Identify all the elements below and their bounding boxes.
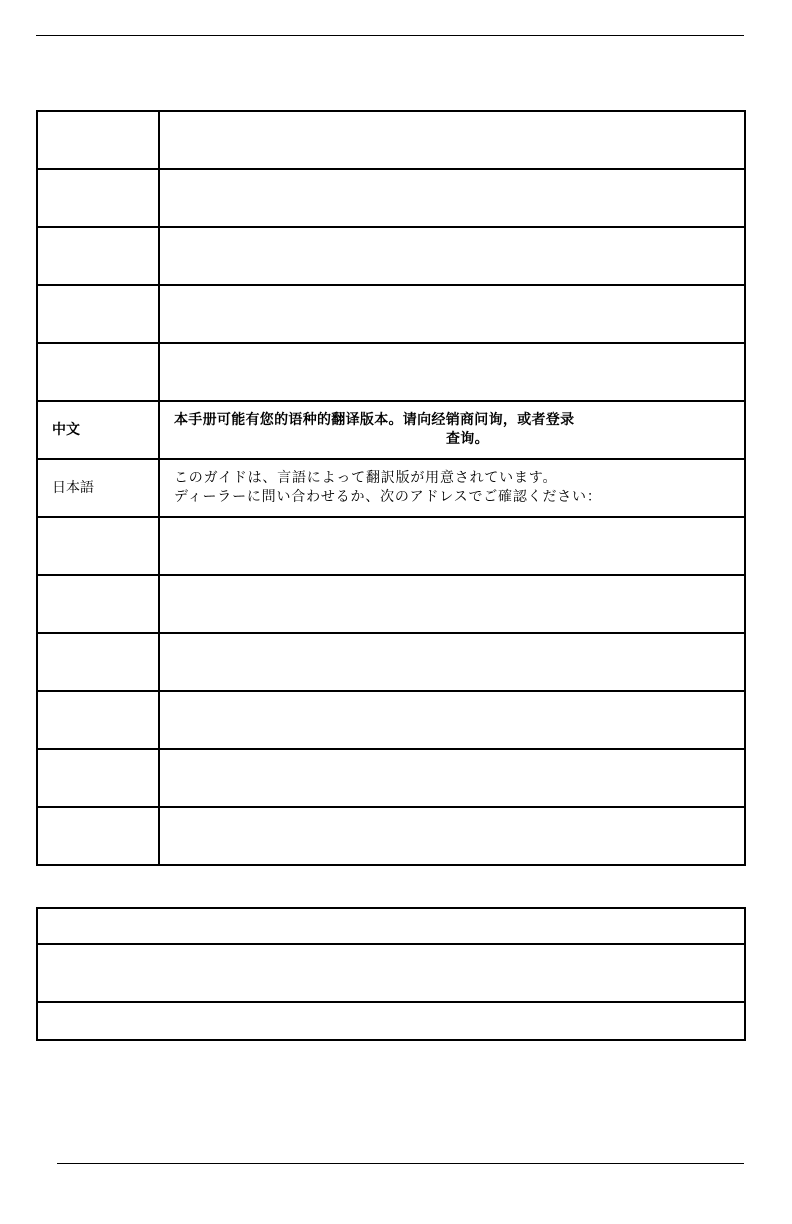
translation-text — [159, 285, 745, 343]
chinese-text-line2: 查询。 — [446, 431, 489, 447]
translation-text-chinese — [159, 401, 745, 459]
info-box-row — [38, 1001, 744, 1039]
translation-text — [159, 807, 745, 865]
translation-text — [159, 749, 745, 807]
footer-rule — [57, 1163, 744, 1164]
table-row — [37, 749, 745, 807]
language-cell-japanese: 日本語 — [37, 459, 159, 517]
table-row — [37, 517, 745, 575]
table-row — [37, 285, 745, 343]
japanese-text-line2: ディーラーに問い合わせるか、次のアドレスでご確認ください： — [174, 489, 602, 505]
translation-text — [159, 575, 745, 633]
translation-text — [159, 227, 745, 285]
translation-text — [159, 343, 745, 401]
language-cell — [37, 749, 159, 807]
table-row — [37, 633, 745, 691]
language-cell-chinese: 中文 — [37, 401, 159, 459]
translation-text — [159, 633, 745, 691]
translation-text — [159, 169, 745, 227]
table-row — [37, 807, 745, 865]
table-row — [37, 169, 745, 227]
language-cell — [37, 227, 159, 285]
table-row — [37, 111, 745, 169]
language-cell — [37, 169, 159, 227]
table-row-japanese — [37, 459, 745, 517]
language-cell — [37, 691, 159, 749]
translation-text — [159, 691, 745, 749]
language-cell — [37, 575, 159, 633]
language-cell — [37, 807, 159, 865]
language-cell — [37, 633, 159, 691]
info-box — [36, 907, 746, 1041]
table-row — [37, 575, 745, 633]
translation-text — [159, 517, 745, 575]
table-row — [37, 227, 745, 285]
language-cell — [37, 343, 159, 401]
translation-text — [159, 111, 745, 169]
translation-table — [36, 110, 746, 866]
table-row — [37, 691, 745, 749]
translation-text-japanese — [159, 459, 745, 517]
japanese-text-line1: このガイドは、言語によって翻訳版が用意されています。 — [174, 470, 558, 486]
language-cell — [37, 285, 159, 343]
language-cell — [37, 111, 159, 169]
table-row — [37, 343, 745, 401]
info-box-row — [38, 909, 744, 943]
language-cell — [37, 517, 159, 575]
table-row-chinese — [37, 401, 745, 459]
chinese-text-line1: 本手册可能有您的语种的翻译版本。请向经销商问询，或者登录 — [174, 412, 575, 428]
info-box-row — [38, 943, 744, 1001]
header-rule — [36, 35, 744, 36]
